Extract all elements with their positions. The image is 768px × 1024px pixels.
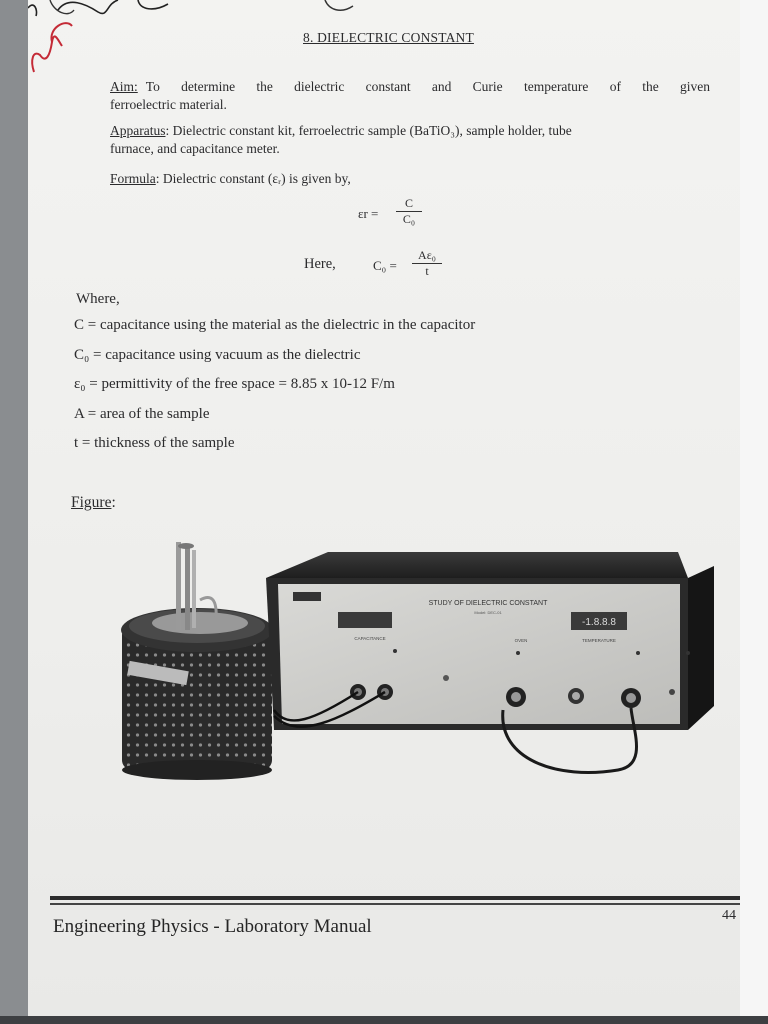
figure-label: Figure: [71, 494, 112, 511]
capacitance-label: CAPACITANCE: [354, 636, 386, 641]
document-page: [28, 0, 740, 1016]
equation-1-denominator: C₀: [402, 212, 416, 226]
temperature-readout: -1.8.8.8: [582, 617, 616, 628]
page-number: 44: [722, 908, 736, 923]
page-edge-bottom: [0, 1016, 768, 1024]
here-label: Here,: [304, 256, 336, 272]
page-title: 8. DIELECTRIC CONSTANT: [303, 30, 474, 45]
apparatus-photo: [88, 530, 728, 790]
definition-c: C = capacitance using the material as the dielectric in the capacitor: [74, 317, 476, 333]
equation-2-fraction: [412, 248, 442, 279]
aim-label: Aim:: [110, 79, 138, 94]
equation-2-numerator: Aε₀: [418, 248, 436, 262]
aim-text-line2: ferroelectric material.: [110, 97, 227, 112]
brand-badge: [293, 592, 321, 601]
apparatus-text-line2: furnace, and capacitance meter.: [110, 141, 280, 156]
equation-2-denominator: t: [425, 264, 429, 278]
footer-rule-thin: [50, 903, 740, 905]
equation-1-lhs: εr =: [358, 206, 379, 221]
footer-title: Engineering Physics - Laboratory Manual: [53, 916, 372, 937]
aim-section: [110, 78, 710, 114]
apparatus-section: [110, 122, 710, 158]
furnace: [121, 542, 273, 780]
handwritten-scribble: [28, 0, 228, 80]
panel-title: STUDY OF DIELECTRIC CONSTANT: [428, 600, 548, 607]
formula-section: [110, 170, 710, 188]
panel-model: Model: DEC-01: [474, 610, 502, 615]
oven-label: OVEN: [514, 638, 528, 643]
apparatus-label: Apparatus: [110, 123, 166, 138]
equation-1-fraction: [396, 196, 422, 227]
temperature-label: TEMPERATURE: [582, 638, 616, 643]
definition-thickness: t = thickness of the sample: [74, 435, 235, 451]
definition-epsilon0: ε₀ = permittivity of the free space = 8.85 x 10-12 F/m: [74, 376, 395, 392]
handwritten-mark: [323, 0, 363, 20]
apparatus-text-line1: : Dielectric constant kit, ferroelectric sample (BaTiO₃), sample holder, tube: [165, 123, 572, 138]
formula-label: Formula: [110, 171, 156, 186]
aim-text-line1: To determine the dielectric constant and Curie temperature of the given: [145, 79, 710, 94]
definition-area: A = area of the sample: [74, 406, 210, 422]
footer-rule: [50, 896, 740, 900]
formula-text: : Dielectric constant (εᵣ) is given by,: [155, 171, 351, 186]
equation-1-numerator: C: [404, 196, 413, 210]
page-edge-right: [740, 0, 768, 1024]
equation-2-lhs: C₀ =: [373, 258, 397, 273]
capacitance-display: [338, 612, 392, 628]
figure-heading: Figure:: [71, 494, 116, 511]
definition-c0: C₀ = capacitance using vacuum as the dielectric: [74, 347, 361, 363]
instrument-cabinet: [266, 552, 714, 730]
where-label: Where,: [76, 291, 120, 307]
